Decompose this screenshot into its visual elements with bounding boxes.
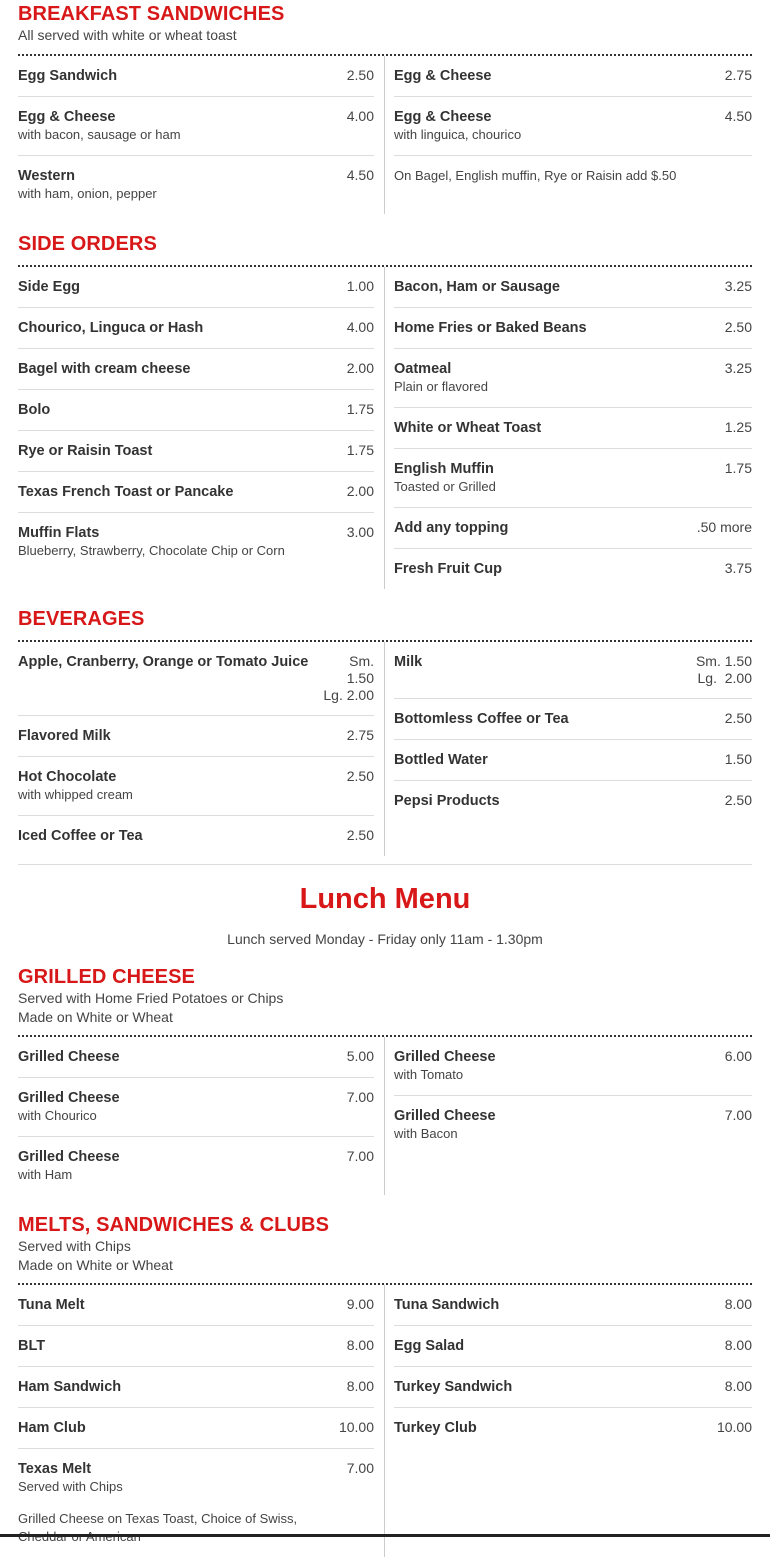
menu-item-text bbox=[18, 319, 203, 337]
menu-item-text bbox=[394, 1107, 496, 1143]
menu-item-price bbox=[315, 653, 374, 704]
price-line: Sm. bbox=[349, 653, 374, 669]
menu-item bbox=[394, 97, 752, 156]
lunch-header bbox=[18, 864, 752, 949]
menu-item-name: Pepsi Products bbox=[394, 793, 500, 809]
menu-item bbox=[394, 408, 752, 449]
menu-item bbox=[18, 513, 374, 571]
section-title: SIDE ORDERS bbox=[18, 233, 157, 255]
menu-item-name: Texas French Toast or Pancake bbox=[18, 484, 234, 500]
menu-item bbox=[18, 472, 374, 513]
section-subtitle: Served with Chips bbox=[18, 1238, 131, 1254]
menu-item bbox=[394, 508, 752, 549]
menu-item-name: Bolo bbox=[18, 402, 51, 418]
menu-item-text bbox=[394, 67, 492, 85]
menu-item bbox=[18, 1367, 374, 1408]
menu-item-name: Bagel with cream cheese bbox=[18, 361, 191, 377]
section-subtitle-2: Made on White or Wheat bbox=[18, 1009, 173, 1025]
menu-item-text bbox=[394, 167, 676, 185]
beverages-section bbox=[18, 589, 752, 856]
menu-item-description: with linguica, chourico bbox=[394, 127, 522, 142]
menu-item-name: Turkey Club bbox=[394, 1420, 477, 1436]
menu-column-right bbox=[385, 267, 752, 589]
menu-item-description: with Chourico bbox=[18, 1108, 97, 1123]
menu-item-text bbox=[394, 1337, 464, 1355]
menu-columns bbox=[18, 642, 752, 856]
menu-item bbox=[18, 56, 374, 97]
menu-item-text bbox=[394, 792, 500, 810]
menu-item-text bbox=[394, 653, 422, 671]
menu-item-name: Iced Coffee or Tea bbox=[18, 828, 143, 844]
menu-item-name: Egg Sandwich bbox=[18, 68, 118, 84]
menu-item bbox=[18, 1449, 374, 1557]
menu-column-left bbox=[18, 1285, 385, 1557]
menu-item-price: 2.50 bbox=[346, 67, 374, 83]
menu-item-name: Grilled Cheese bbox=[18, 1149, 120, 1165]
menu-item-text bbox=[18, 483, 233, 501]
menu-item-price: 1.75 bbox=[346, 401, 374, 417]
menu-item-price: 9.00 bbox=[346, 1296, 374, 1312]
menu-item bbox=[394, 267, 752, 308]
menu-column-right bbox=[385, 642, 752, 856]
menu-item-price: 8.00 bbox=[346, 1337, 374, 1353]
menu-item-name: Bottomless Coffee or Tea bbox=[394, 711, 569, 727]
price-line: Lg. 2.00 bbox=[323, 687, 374, 703]
price-line: 1.50 bbox=[346, 670, 374, 686]
menu-item-text bbox=[18, 278, 80, 296]
menu-item-price: 2.75 bbox=[724, 67, 752, 83]
menu-item-note: Grilled Cheese on Texas Toast, Choice of Swiss, bbox=[18, 1511, 298, 1526]
menu-item-description: with bacon, sausage or ham bbox=[18, 127, 181, 142]
menu-item-price: 4.00 bbox=[346, 108, 374, 124]
menu-item-name: Apple, Cranberry, Orange or Tomato Juice bbox=[18, 654, 309, 670]
menu-item bbox=[394, 1367, 752, 1408]
menu-item bbox=[394, 699, 752, 740]
menu-item bbox=[18, 757, 374, 816]
menu-item bbox=[394, 642, 752, 699]
menu-item-text bbox=[394, 1419, 477, 1437]
section-title: MELTS, SANDWICHES & CLUBS bbox=[18, 1214, 330, 1236]
menu-item-description: with whipped cream bbox=[18, 787, 133, 802]
menu-item bbox=[394, 1037, 752, 1096]
menu-item-text bbox=[18, 727, 111, 745]
menu-item-text bbox=[394, 1048, 496, 1084]
menu-item-price: 8.00 bbox=[346, 1378, 374, 1394]
menu-item-text bbox=[18, 1378, 121, 1396]
menu-item-name: Turkey Sandwich bbox=[394, 1379, 513, 1395]
menu-item-price: 3.25 bbox=[724, 360, 752, 376]
menu-item-name: Egg & Cheese bbox=[394, 68, 492, 84]
menu-item-name: Chourico, Linguca or Hash bbox=[18, 320, 204, 336]
menu-item-price: 8.00 bbox=[724, 1337, 752, 1353]
menu-item bbox=[18, 390, 374, 431]
menu-item-name: Egg & Cheese bbox=[18, 109, 116, 125]
menu-item-description: On Bagel, English muffin, Rye or Raisin add $.50 bbox=[394, 168, 677, 183]
menu-item-price: 7.00 bbox=[724, 1107, 752, 1123]
menu-item-name: Grilled Cheese bbox=[394, 1108, 496, 1124]
menu-item-name: Grilled Cheese bbox=[18, 1090, 120, 1106]
menu-item-price: 2.50 bbox=[346, 827, 374, 843]
menu-item-text bbox=[394, 519, 508, 537]
breakfast-section bbox=[18, 0, 752, 214]
menu-item-text bbox=[18, 360, 190, 378]
menu-item-name: Ham Club bbox=[18, 1420, 86, 1436]
menu-item-price: 1.50 bbox=[724, 751, 752, 767]
menu-item-name: Bottled Water bbox=[394, 752, 488, 768]
menu-item-text bbox=[18, 827, 143, 845]
menu-column-left bbox=[18, 1037, 385, 1195]
menu-item-price: 2.50 bbox=[346, 768, 374, 784]
menu-item-price: 2.50 bbox=[724, 792, 752, 808]
section-title: BEVERAGES bbox=[18, 608, 145, 630]
menu-item-text bbox=[18, 442, 152, 460]
menu-item-text bbox=[18, 768, 133, 804]
menu-item bbox=[18, 1137, 374, 1195]
menu-item-text bbox=[394, 278, 560, 296]
menu-item-text bbox=[18, 67, 117, 85]
menu-item-price: 8.00 bbox=[724, 1296, 752, 1312]
menu-columns bbox=[18, 267, 752, 589]
menu-item-name: Rye or Raisin Toast bbox=[18, 443, 153, 459]
menu-item-name: Flavored Milk bbox=[18, 728, 111, 744]
menu-item-text bbox=[18, 1419, 86, 1437]
menu-item-name: Hot Chocolate bbox=[18, 769, 117, 785]
menu-column-left bbox=[18, 642, 385, 856]
menu-item bbox=[394, 56, 752, 97]
menu-item-name: Tuna Sandwich bbox=[394, 1297, 500, 1313]
menu-item-text bbox=[18, 524, 285, 560]
menu-item bbox=[18, 1408, 374, 1449]
menu-item bbox=[18, 1326, 374, 1367]
side-orders-section bbox=[18, 214, 752, 589]
menu-item-text bbox=[394, 108, 521, 144]
menu-item-price: 1.00 bbox=[346, 278, 374, 294]
menu-item-text bbox=[394, 460, 496, 496]
menu-item-price: 2.00 bbox=[346, 483, 374, 499]
menu-item bbox=[18, 431, 374, 472]
menu-item-price: 10.00 bbox=[338, 1419, 374, 1435]
menu-item-price: 2.75 bbox=[346, 727, 374, 743]
menu-item bbox=[18, 308, 374, 349]
melts-section bbox=[18, 1195, 752, 1557]
menu-item-price: 1.25 bbox=[724, 419, 752, 435]
section-title: BREAKFAST SANDWICHES bbox=[18, 3, 285, 25]
menu-item-price: 2.50 bbox=[724, 710, 752, 726]
menu-item-name: English Muffin bbox=[394, 461, 494, 477]
menu-item bbox=[394, 1096, 752, 1154]
menu-item-price: 5.00 bbox=[346, 1048, 374, 1064]
menu-item bbox=[394, 449, 752, 508]
menu-item-name: Bacon, Ham or Sausage bbox=[394, 279, 560, 295]
menu-item bbox=[18, 349, 374, 390]
menu-item bbox=[394, 781, 752, 821]
menu-item bbox=[394, 156, 752, 196]
menu-item bbox=[394, 1326, 752, 1367]
menu-item-text bbox=[18, 1337, 45, 1355]
menu-item-text bbox=[394, 710, 569, 728]
menu-item-price: 10.00 bbox=[716, 1419, 752, 1435]
menu-item-price: 8.00 bbox=[724, 1378, 752, 1394]
menu-column-right bbox=[385, 56, 752, 214]
menu-item-name: Side Egg bbox=[18, 279, 81, 295]
menu-item bbox=[18, 642, 374, 716]
menu-item-description: with Tomato bbox=[394, 1067, 464, 1082]
menu-item-price: 3.75 bbox=[724, 560, 752, 576]
menu-item-price: 1.75 bbox=[346, 442, 374, 458]
section-subtitle: All served with white or wheat toast bbox=[18, 27, 237, 43]
menu-item-text bbox=[394, 360, 488, 396]
menu-item-text bbox=[18, 653, 308, 671]
section-title: GRILLED CHEESE bbox=[18, 966, 195, 988]
menu-item-name: Western bbox=[18, 168, 75, 184]
menu-item-price: 7.00 bbox=[346, 1460, 374, 1476]
menu-item-text bbox=[18, 1148, 120, 1184]
menu-item-description: with ham, onion, pepper bbox=[18, 186, 157, 201]
lunch-subtitle: Lunch served Monday - Friday only 11am - 1.30pm bbox=[227, 931, 543, 947]
menu-item bbox=[18, 816, 374, 856]
menu-item-text bbox=[394, 319, 587, 337]
menu-item bbox=[18, 97, 374, 156]
menu-item-description: Served with Chips bbox=[18, 1479, 123, 1494]
menu-item-description: Plain or flavored bbox=[394, 379, 488, 394]
menu-item-description: with Bacon bbox=[394, 1126, 458, 1141]
lunch-title: Lunch Menu bbox=[299, 883, 471, 915]
menu-item bbox=[18, 716, 374, 757]
menu-item-text bbox=[394, 1378, 512, 1396]
menu-item-name: Home Fries or Baked Beans bbox=[394, 320, 587, 336]
menu-item-name: Tuna Melt bbox=[18, 1297, 85, 1313]
menu-item-price bbox=[688, 653, 752, 687]
menu-column-right bbox=[385, 1037, 752, 1195]
menu-item bbox=[18, 267, 374, 308]
menu-item-price: 3.25 bbox=[724, 278, 752, 294]
menu-columns bbox=[18, 1037, 752, 1195]
grilled-cheese-section bbox=[18, 949, 752, 1195]
menu-item-description: Blueberry, Strawberry, Chocolate Chip or Corn bbox=[18, 543, 285, 558]
menu-item bbox=[394, 1285, 752, 1326]
menu-item-price: 4.50 bbox=[346, 167, 374, 183]
menu-item-text bbox=[394, 419, 541, 437]
menu-item-price: 2.00 bbox=[346, 360, 374, 376]
menu-item bbox=[18, 1037, 374, 1078]
menu-column-left bbox=[18, 56, 385, 214]
section-subtitle: Served with Home Fried Potatoes or Chips bbox=[18, 990, 284, 1006]
menu-item-description: with Ham bbox=[18, 1167, 73, 1182]
menu-item-price: .50 more bbox=[696, 519, 752, 535]
menu-item-name: White or Wheat Toast bbox=[394, 420, 542, 436]
menu-item bbox=[18, 1285, 374, 1326]
menu-item-name: Add any topping bbox=[394, 520, 509, 536]
menu-item bbox=[394, 740, 752, 781]
menu-item-name: Oatmeal bbox=[394, 361, 452, 377]
menu-item bbox=[394, 308, 752, 349]
menu-item-name: Egg & Cheese bbox=[394, 109, 492, 125]
menu-item-text bbox=[394, 751, 488, 769]
menu-item-price: 4.00 bbox=[346, 319, 374, 335]
menu-item-price: 7.00 bbox=[346, 1089, 374, 1105]
menu-item-name: Muffin Flats bbox=[18, 525, 100, 541]
section-subtitle-2: Made on White or Wheat bbox=[18, 1257, 173, 1273]
menu-item bbox=[394, 549, 752, 589]
menu-column-right bbox=[385, 1285, 752, 1557]
menu-item-description: Toasted or Grilled bbox=[394, 479, 496, 494]
menu-item-price: 7.00 bbox=[346, 1148, 374, 1164]
menu-item bbox=[394, 349, 752, 408]
menu-item bbox=[18, 1078, 374, 1137]
menu-item-price: 4.50 bbox=[724, 108, 752, 124]
menu-item-name: Texas Melt bbox=[18, 1461, 92, 1477]
menu-item-name: Ham Sandwich bbox=[18, 1379, 122, 1395]
price-line: Lg. 2.00 bbox=[697, 670, 752, 686]
menu-item-text bbox=[18, 167, 157, 203]
menu-item bbox=[394, 1408, 752, 1448]
menu-columns bbox=[18, 56, 752, 214]
menu-item-name: Grilled Cheese bbox=[394, 1049, 496, 1065]
menu-item-price: 1.75 bbox=[724, 460, 752, 476]
menu-item-name: BLT bbox=[18, 1338, 46, 1354]
menu-columns bbox=[18, 1285, 752, 1557]
menu-item-text bbox=[394, 560, 502, 578]
menu-item-name: Milk bbox=[394, 654, 423, 670]
menu-item-price: 6.00 bbox=[724, 1048, 752, 1064]
menu-item-name: Egg Salad bbox=[394, 1338, 465, 1354]
menu-item-text bbox=[18, 1296, 85, 1314]
menu-item-price: 3.00 bbox=[346, 524, 374, 540]
menu-item-price: 2.50 bbox=[724, 319, 752, 335]
menu-item-name: Fresh Fruit Cup bbox=[394, 561, 502, 577]
menu-item bbox=[18, 156, 374, 214]
menu-item-text bbox=[394, 1296, 499, 1314]
menu-column-left bbox=[18, 267, 385, 589]
price-line: Sm. 1.50 bbox=[695, 653, 752, 669]
menu-item-text bbox=[18, 1089, 120, 1125]
menu-item-text bbox=[18, 401, 50, 419]
menu-item-text bbox=[18, 108, 181, 144]
menu-item-text bbox=[18, 1048, 120, 1066]
menu-item-name: Grilled Cheese bbox=[18, 1049, 120, 1065]
